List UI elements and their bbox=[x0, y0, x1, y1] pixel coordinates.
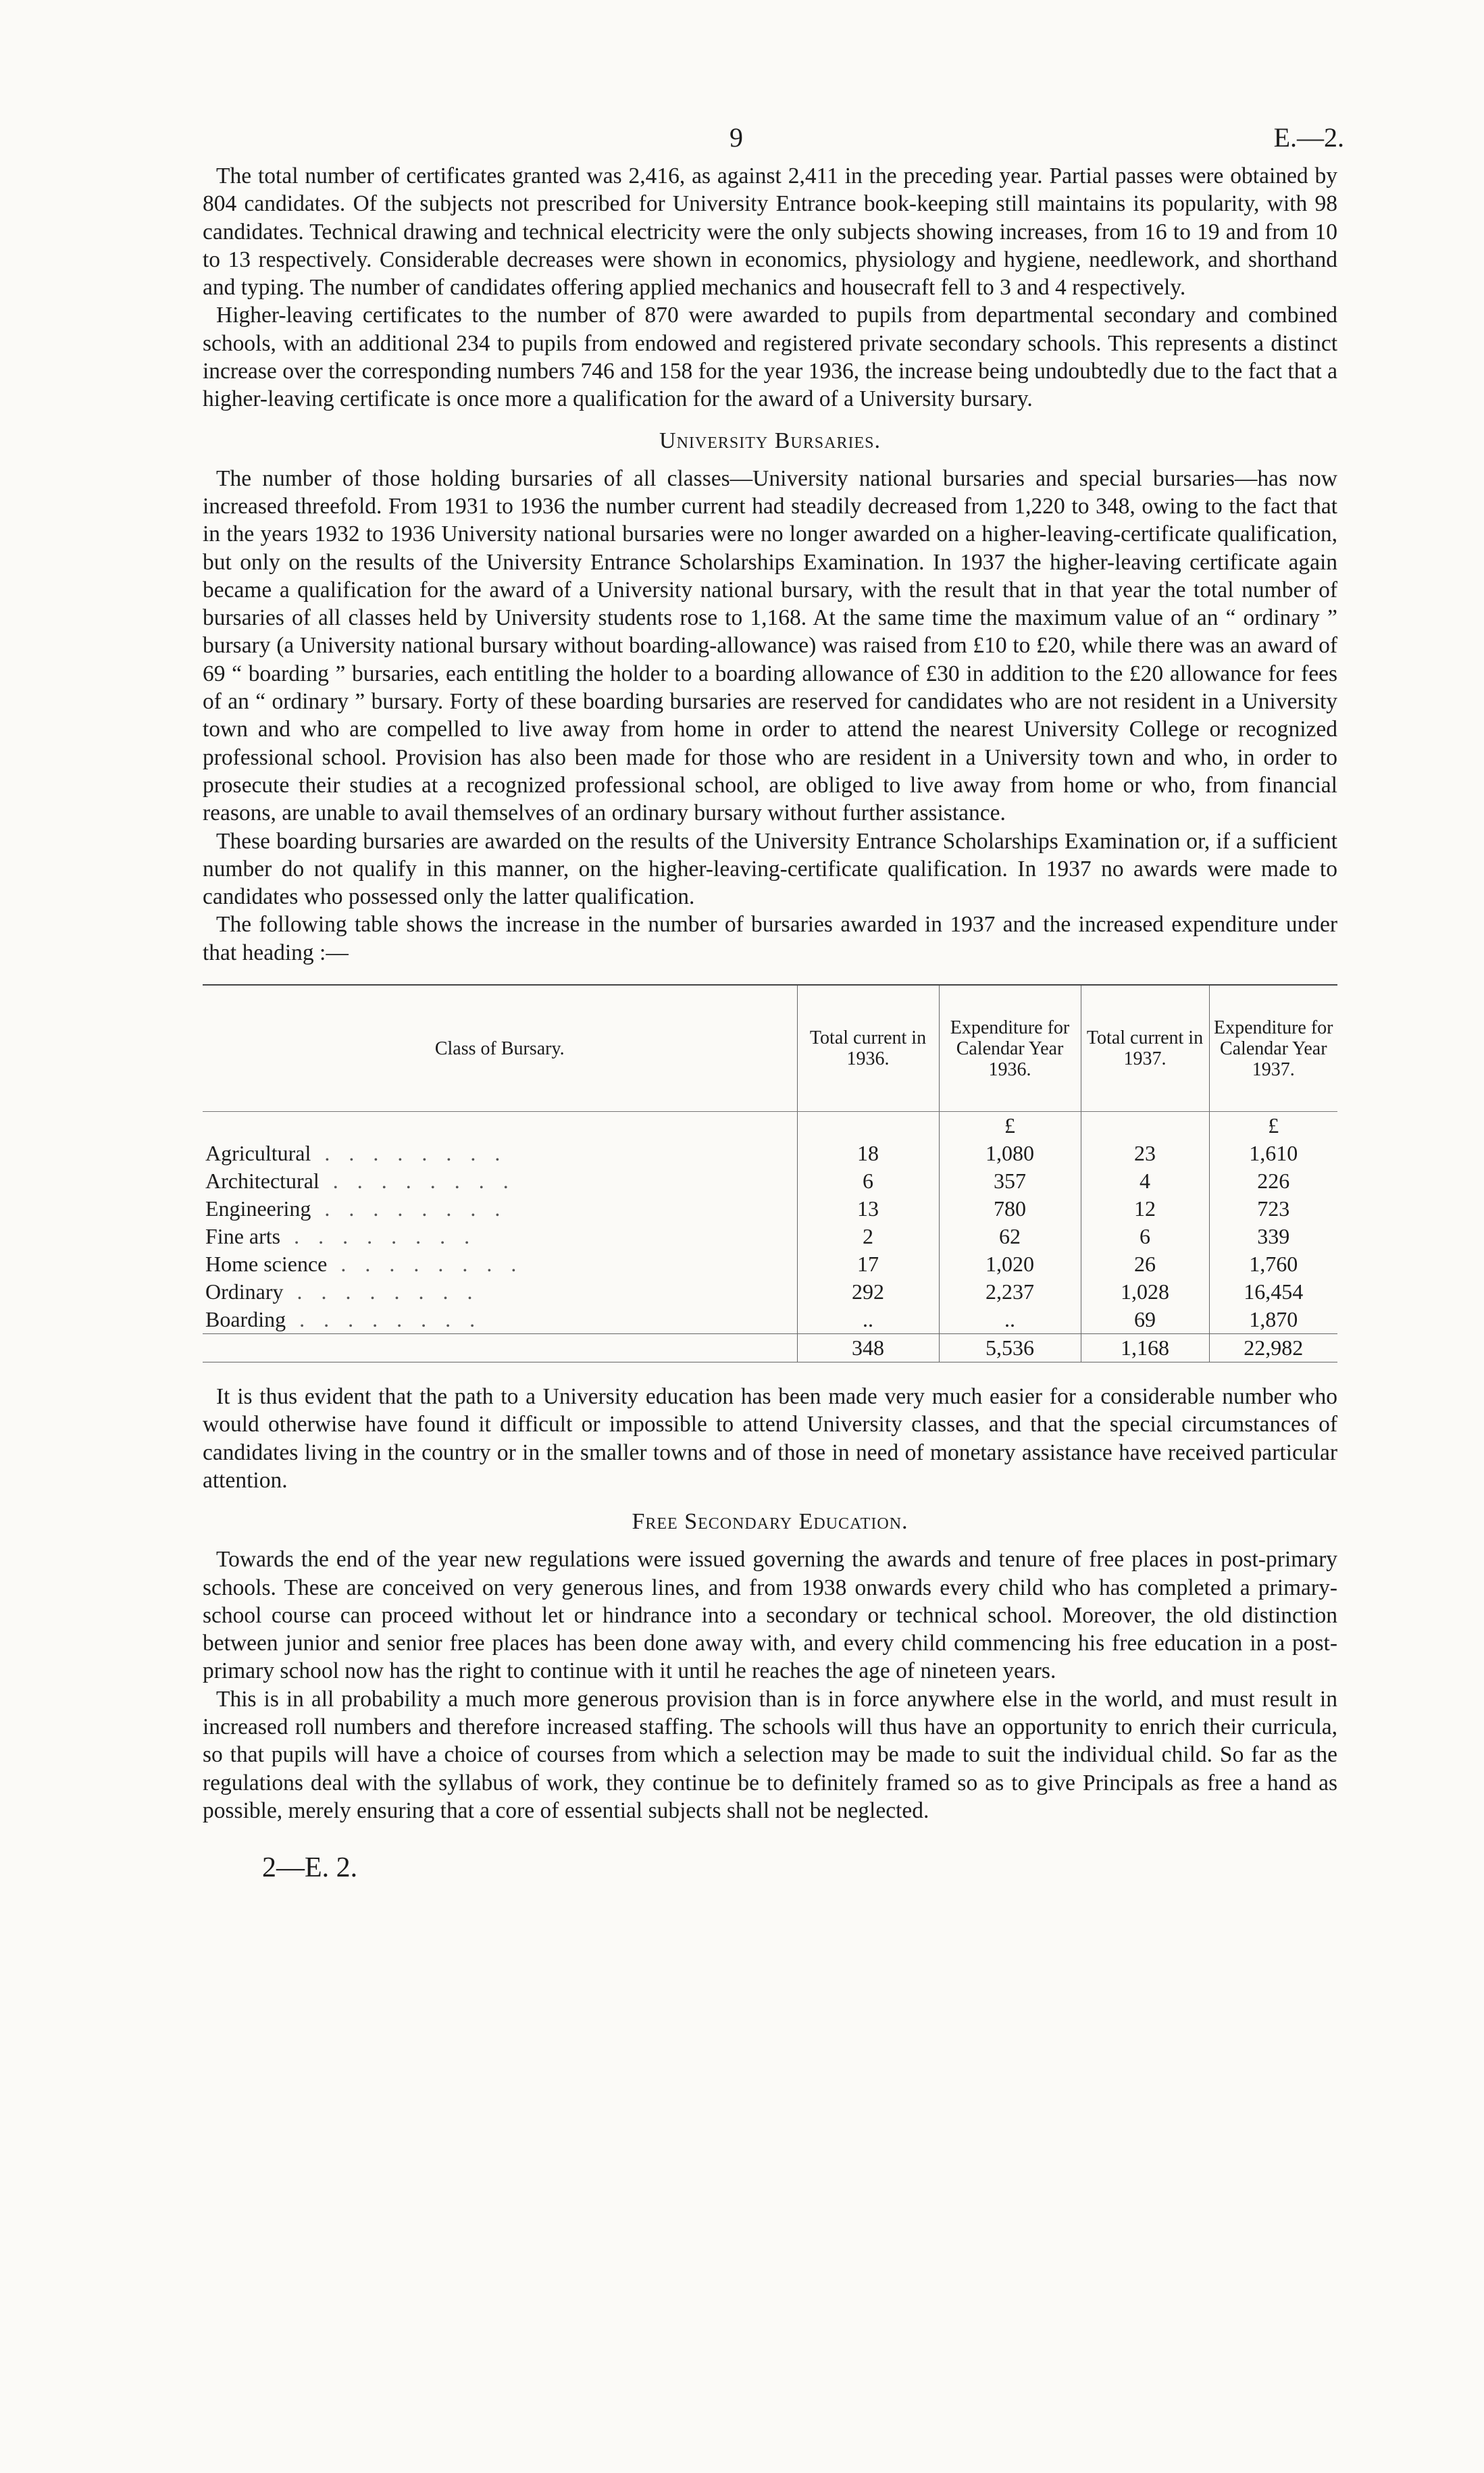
cell-total-1937: 23 bbox=[1081, 1140, 1209, 1167]
cell-expenditure-1936: 62 bbox=[939, 1223, 1081, 1250]
paragraph-free-places: Towards the end of the year new regulations were issued governing the awards and tenure of free places in post-primary schools. These are conceived on very generous lines, and from 1938 onwards every child who has completed a primary-school course can proceed without let or hindrance into a secondary or technical school. Moreover, the old distinction between junior and senior free places has been done away with, and every child commencing his free education in a post-primary school now has the right to continue with it until he reaches the age of nineteen years. bbox=[203, 1547, 1337, 1684]
paragraph-bursaries-2: These boarding bursaries are awarded on the results of the University Entrance Scholarships Examination or, if a sufficient number do not qualify in this manner, on the higher-leaving-certificate qualification. In 1937 no awards were made to candidates who possessed only the latter qualification. bbox=[203, 828, 1337, 910]
total-expenditure-1937: 22,982 bbox=[1209, 1334, 1337, 1362]
cell-total-1937: 69 bbox=[1081, 1306, 1209, 1334]
total-expenditure-1936: 5,536 bbox=[939, 1334, 1081, 1362]
cell-expenditure-1937: 226 bbox=[1209, 1167, 1337, 1195]
currency-row bbox=[203, 1112, 1337, 1140]
cell-total-1936: 17 bbox=[797, 1250, 939, 1278]
table-row bbox=[203, 1306, 1337, 1334]
paragraph-higher-leaving: Higher-leaving certificates to the number of 870 were awarded to pupils from departmental secondary and combined schools, with an additional 234 to pupils from endowed and registered private secondary schools. This represents a distinct increase over the corresponding numbers 746 and 158 for the year 1936, the increase being undoubtedly due to the fact that a higher-leaving certificate is once more a qualification for the award of a University bursary. bbox=[203, 303, 1337, 412]
cell-total-1936: 18 bbox=[797, 1140, 939, 1167]
cell-expenditure-1936: 1,020 bbox=[939, 1250, 1081, 1278]
cell-total-1937: 26 bbox=[1081, 1250, 1209, 1278]
row-class-name: Agricultural bbox=[205, 1141, 311, 1166]
cell-total-1937: 6 bbox=[1081, 1223, 1209, 1250]
row-class-name: Home science bbox=[205, 1252, 328, 1277]
paragraph-certificates: The total number of certificates granted was 2,416, as against 2,411 in the preceding year. Partial passes were obtained by 804 candidates. Of the subjects not prescribed for University Entrance book-keeping still maintains its popularity, with 98 candidates. Technical drawing and technical electricity were the only subjects showing increases, from 16 to 19 and from 10 to 13 respectively. Considerable decreases were shown in economics, physiology and hygiene, needlework, and shorthand and typing. The number of candidates offering applied mechanics and housecraft fell to 3 and 4 respectively. bbox=[203, 163, 1337, 301]
cell-total-1937: 12 bbox=[1081, 1195, 1209, 1223]
cell-expenditure-1936: 780 bbox=[939, 1195, 1081, 1223]
row-class-name: Boarding bbox=[205, 1307, 286, 1332]
cell-total-1937: 4 bbox=[1081, 1167, 1209, 1195]
cell-expenditure-1936: 1,080 bbox=[939, 1140, 1081, 1167]
signature-mark: 2—E. 2. bbox=[262, 1852, 358, 1884]
cell-total-1936: 292 bbox=[797, 1278, 939, 1306]
cell-total-1936: 2 bbox=[797, 1223, 939, 1250]
document-reference: E.—2. bbox=[1273, 122, 1344, 153]
cell-expenditure-1937: 1,610 bbox=[1209, 1140, 1337, 1167]
cell-expenditure-1937: 16,454 bbox=[1209, 1278, 1337, 1306]
paragraph-bursaries-3: The following table shows the increase in the number of bursaries awarded in 1937 and the increased expenditure under that heading :— bbox=[203, 912, 1337, 965]
cell-expenditure-1936: .. bbox=[939, 1306, 1081, 1334]
header-total-1936: Total current in 1936. bbox=[797, 985, 939, 1112]
row-class-name: Architectural bbox=[205, 1169, 319, 1194]
cell-total-1936: .. bbox=[797, 1306, 939, 1334]
cell-expenditure-1936: 2,237 bbox=[939, 1278, 1081, 1306]
table-row bbox=[203, 1278, 1337, 1306]
header-expenditure-1937: Expenditure for Calendar Year 1937. bbox=[1209, 985, 1337, 1112]
header-total-1937: Total current in 1937. bbox=[1081, 985, 1209, 1112]
cell-total-1937: 1,028 bbox=[1081, 1278, 1209, 1306]
dot-leader: . . . . . . . . bbox=[340, 1252, 523, 1277]
heading-free-secondary-education: Free Secondary Education. bbox=[632, 1509, 909, 1535]
paragraph-bursaries-1: The number of those holding bursaries of all classes—University national bursaries and special bursaries—has now increased threefold. From 1931 to 1936 the number current had steadily decreased from 1,220 to 348, owing to the fact that in the years 1932 to 1936 University national bursaries were no longer awarded on a higher-leaving-certificate qualification, but only on the results of the University Entrance Scholarships Examination. In 1937 the higher-leaving certificate again became a qualification for the award of a University national bursary, with the result that in that year the total number of bursaries of all classes held by University students rose to 1,168. At the same time the maximum value of an “ ordinary ” bursary (a University national bursary without boarding-allowance) was raised from £10 to £20, while there was an award of 69 “ boarding ” bursaries, each entitling the holder to a boarding allowance of £30 in addition to the £20 allowance for fees of an “ ordinary ” bursary. Forty of these boarding bursaries are reserved for candidates who are not resident in a University town and who are compelled to live away from home in order to attend the nearest University College or recognized professional school. Provision has also been made for those who are resident in a University town and who, in order to prosecute their studies at a recognized professional school, are obliged to live away from home or who, from financial reasons, are unable to avail themselves of an ordinary bursary without further assistance. bbox=[203, 465, 1337, 826]
row-class-name: Ordinary bbox=[205, 1279, 284, 1304]
cell-expenditure-1937: 723 bbox=[1209, 1195, 1337, 1223]
cell-total-1936: 6 bbox=[797, 1167, 939, 1195]
total-1937: 1,168 bbox=[1081, 1334, 1209, 1362]
heading-university-bursaries: University Bursaries. bbox=[659, 428, 881, 453]
bursary-table-wrapper bbox=[203, 984, 1337, 1362]
table-header-row bbox=[203, 985, 1337, 1112]
page-number: 9 bbox=[730, 122, 743, 153]
cell-expenditure-1937: 1,870 bbox=[1209, 1306, 1337, 1334]
paragraph-generous-provision: This is in all probability a much more generous provision than is in force anywhere else in the world, and must result in increased roll numbers and therefore increased staffing. The schools will thus have an opportunity to enrich their curricula, so that pupils will have a choice of courses from which a selection may be made to suit the individual child. So far as the regulations deal with the syllabus of work, they continue be to definitely framed so as to give Principals as free a hand as possible, merely ensuring that a core of essential subjects shall not be neglected. bbox=[203, 1686, 1337, 1823]
table-row bbox=[203, 1195, 1337, 1223]
row-class-name: Engineering bbox=[205, 1196, 311, 1221]
bursary-table bbox=[203, 984, 1337, 1362]
dot-leader: . . . . . . . . bbox=[332, 1169, 515, 1194]
dot-leader: . . . . . . . . bbox=[297, 1279, 480, 1304]
table-total-row bbox=[203, 1334, 1337, 1362]
table-row bbox=[203, 1250, 1337, 1278]
cell-expenditure-1936: 357 bbox=[939, 1167, 1081, 1195]
cell-total-1936: 13 bbox=[797, 1195, 939, 1223]
table-row bbox=[203, 1223, 1337, 1250]
row-class-name: Fine arts bbox=[205, 1224, 281, 1249]
currency-symbol-1936: £ bbox=[939, 1112, 1081, 1140]
table-row bbox=[203, 1140, 1337, 1167]
cell-expenditure-1937: 1,760 bbox=[1209, 1250, 1337, 1278]
dot-leader: . . . . . . . . bbox=[324, 1141, 507, 1166]
running-head bbox=[203, 122, 1344, 162]
dot-leader: . . . . . . . . bbox=[299, 1307, 482, 1332]
cell-expenditure-1937: 339 bbox=[1209, 1223, 1337, 1250]
total-1936: 348 bbox=[797, 1334, 939, 1362]
dot-leader: . . . . . . . . bbox=[324, 1196, 507, 1221]
dot-leader: . . . . . . . . bbox=[294, 1224, 477, 1249]
currency-symbol-1937: £ bbox=[1209, 1112, 1337, 1140]
table-row bbox=[203, 1167, 1337, 1195]
header-expenditure-1936: Expenditure for Calendar Year 1936. bbox=[939, 985, 1081, 1112]
header-class: Class of Bursary. bbox=[203, 985, 797, 1112]
document-page bbox=[203, 122, 1344, 1884]
paragraph-university-path: It is thus evident that the path to a University education has been made very much easier for a considerable number who would otherwise have found it difficult or impossible to attend University classes, and that the special circumstances of candidates living in the country or in the smaller towns and of those in need of monetary assistance have received particular attention. bbox=[203, 1384, 1337, 1493]
